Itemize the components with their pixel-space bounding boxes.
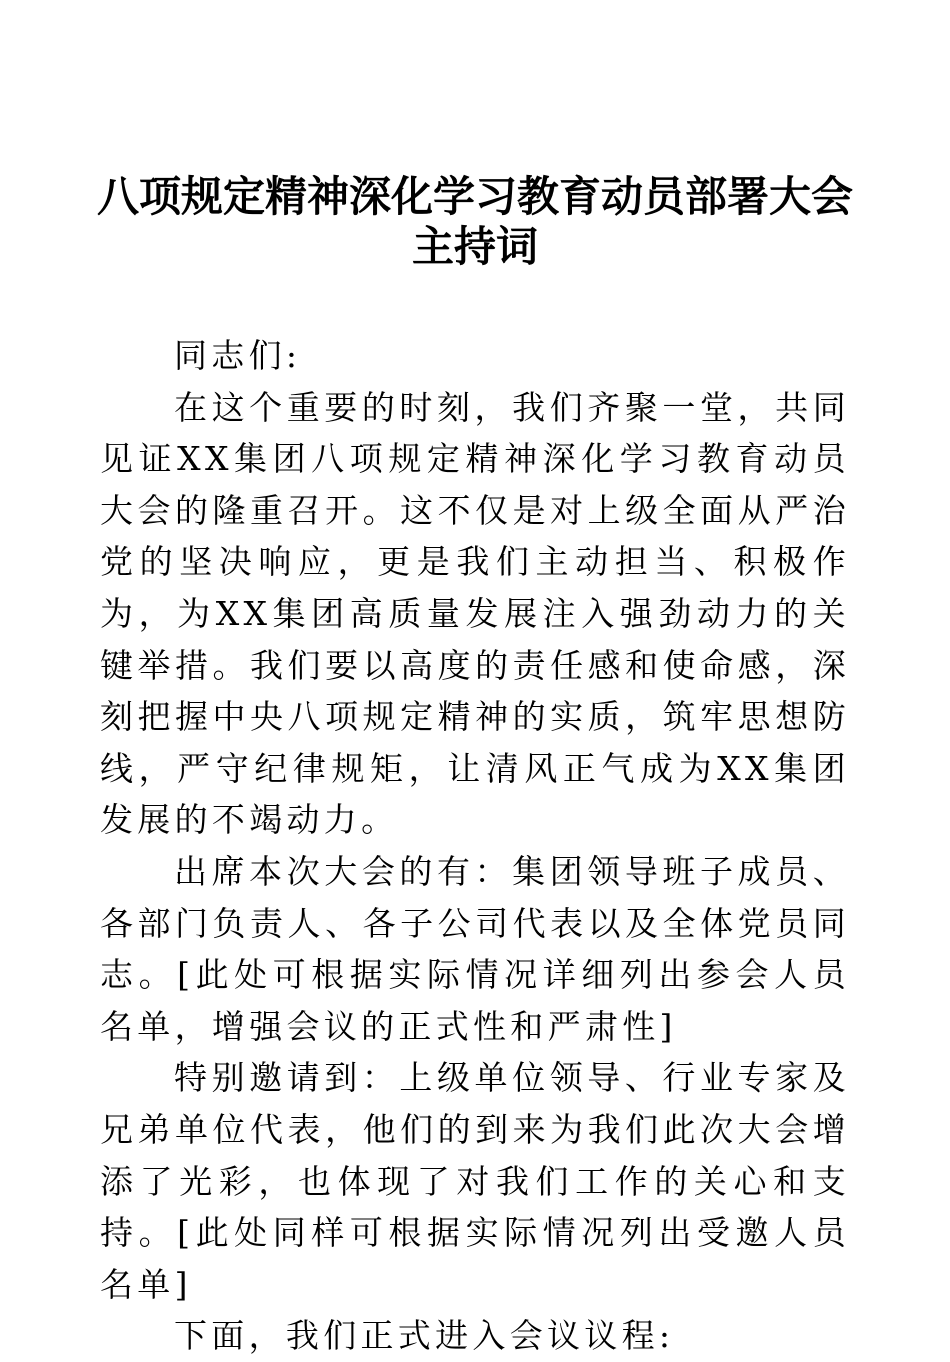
paragraph-salutation: 同志们: — [174, 336, 302, 375]
document-title — [95, 172, 855, 272]
paragraph-invited-guests: 特别邀请到：上级单位领导、行业专家及兄弟单位代表，他们的到来为我们此次大会增添了光彩，也体现了对我们工作的关心和支持。[此处同样可根据实际情况列出受邀人员名单] — [100, 1058, 850, 1304]
paragraph-opening: 在这个重要的时刻，我们齐聚一堂，共同见证XX集团八项规定精神深化学习教育动员大会的隆重召开。这不仅是对上级全面从严治党的坚决响应，更是我们主动担当、积极作为，为XX集团高质量发展注入强劲动力的关键举措。我们要以高度的责任感和使命感，深刻把握中央八项规定精神的实质，筑牢思想防线，严守纪律规矩，让清风正气成为XX集团发展的不竭动力。 — [100, 387, 850, 840]
document-body — [100, 330, 850, 1362]
title-line-2: 主持词 — [411, 222, 538, 271]
title-line-1: 八项规定精神深化学习教育动员部署大会 — [96, 172, 853, 221]
paragraph-agenda-intro: 下面，我们正式进入会议议程: — [174, 1316, 675, 1356]
paragraph-attendees: 出席本次大会的有：集团领导班子成员、各部门负责人、各子公司代表以及全体党员同志。[此处可根据实际情况详细列出参会人员名单，增强会议的正式性和严肃性] — [100, 851, 850, 1046]
